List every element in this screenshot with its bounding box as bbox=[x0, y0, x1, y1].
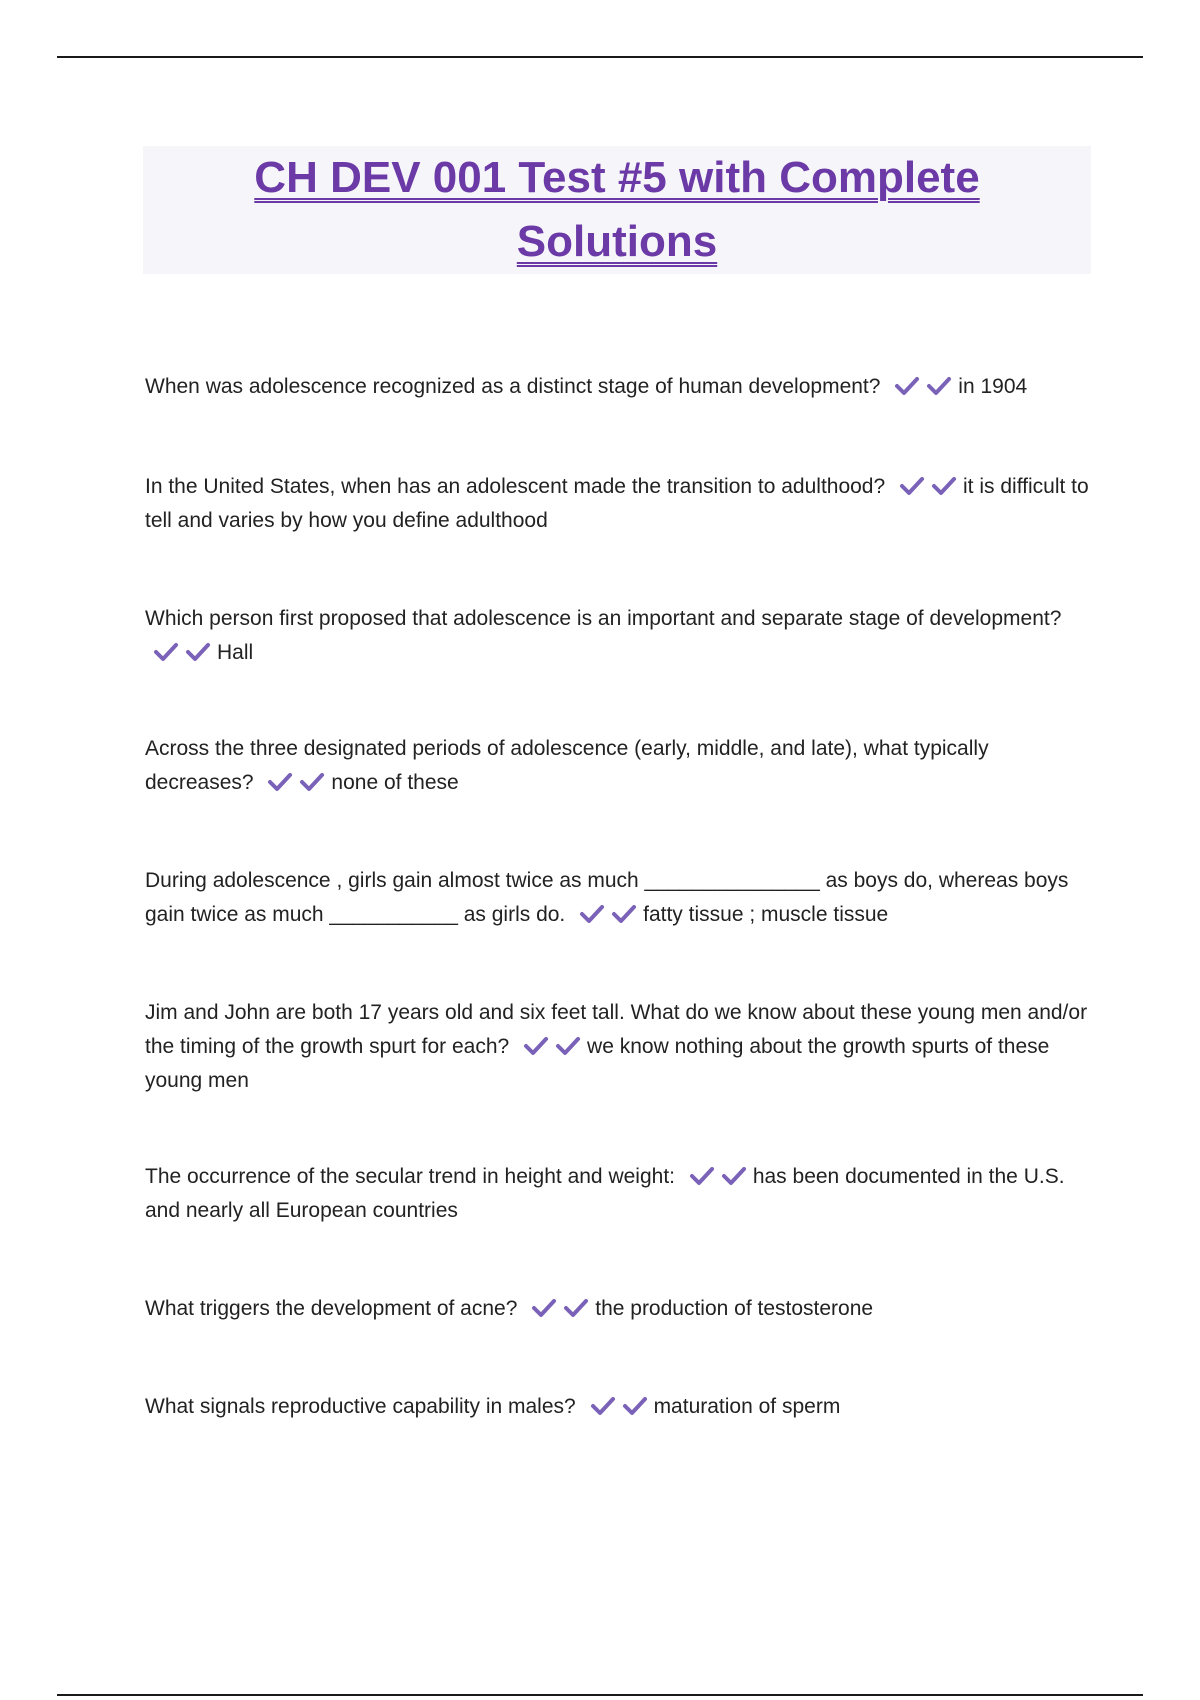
check-icon bbox=[531, 1298, 557, 1318]
question-text: During adolescence , girls gain almost twice as much _______________ as boys do, whereas boys gain twice as much ___________ as girls do. bbox=[145, 869, 1069, 926]
page-title: CH DEV 001 Test #5 with Complete Solutions bbox=[254, 153, 980, 266]
check-icon bbox=[894, 376, 920, 396]
check-icon bbox=[185, 642, 211, 662]
check-icon bbox=[622, 1396, 648, 1416]
check-icon bbox=[899, 476, 925, 496]
answer-text: in 1904 bbox=[958, 375, 1028, 398]
answer-text: has been documented in the U.S. and nearly all European countries bbox=[145, 1165, 1065, 1222]
answer-text: fatty tissue ; muscle tissue bbox=[643, 903, 889, 926]
question-text: What triggers the development of acne? bbox=[145, 1297, 518, 1320]
check-icon bbox=[611, 904, 637, 924]
qa-item bbox=[145, 1292, 1095, 1326]
bottom-rule bbox=[57, 1694, 1143, 1696]
question-text: Which person first proposed that adolescence is an important and separate stage of development? bbox=[145, 607, 1062, 630]
title-banner bbox=[143, 146, 1091, 274]
question-text: Across the three designated periods of adolescence (early, middle, and late), what typically decreases? bbox=[145, 737, 989, 794]
qa-item bbox=[145, 996, 1095, 1098]
check-icon bbox=[579, 904, 605, 924]
question-text: The occurrence of the secular trend in height and weight: bbox=[145, 1165, 675, 1188]
question-text: What signals reproductive capability in males? bbox=[145, 1395, 576, 1418]
answer-text: none of these bbox=[331, 771, 459, 794]
qa-item bbox=[145, 370, 1095, 404]
check-icon bbox=[267, 772, 293, 792]
check-icon bbox=[689, 1166, 715, 1186]
check-icon bbox=[590, 1396, 616, 1416]
check-icon bbox=[563, 1298, 589, 1318]
answer-text: it is difficult to tell and varies by how you define adulthood bbox=[145, 475, 1089, 532]
qa-item bbox=[145, 732, 1095, 800]
answer-text: maturation of sperm bbox=[653, 1395, 841, 1418]
question-text: When was adolescence recognized as a distinct stage of human development? bbox=[145, 375, 881, 398]
top-rule bbox=[57, 56, 1143, 58]
qa-item bbox=[145, 602, 1095, 670]
check-icon bbox=[926, 376, 952, 396]
check-icon bbox=[931, 476, 957, 496]
check-icon bbox=[555, 1036, 581, 1056]
qa-item bbox=[145, 470, 1095, 538]
qa-item bbox=[145, 1390, 1095, 1424]
question-text: Jim and John are both 17 years old and six feet tall. What do we know about these young men and/or the timing of the growth spurt for each? bbox=[145, 1001, 1088, 1058]
qa-item bbox=[145, 864, 1095, 932]
check-icon bbox=[153, 642, 179, 662]
answer-text: the production of testosterone bbox=[595, 1297, 874, 1320]
check-icon bbox=[523, 1036, 549, 1056]
qa-item bbox=[145, 1160, 1095, 1228]
check-icon bbox=[299, 772, 325, 792]
answer-text: we know nothing about the growth spurts of these young men bbox=[145, 1035, 1050, 1092]
answer-text: Hall bbox=[217, 641, 254, 664]
question-text: In the United States, when has an adolescent made the transition to adulthood? bbox=[145, 475, 886, 498]
check-icon bbox=[721, 1166, 747, 1186]
